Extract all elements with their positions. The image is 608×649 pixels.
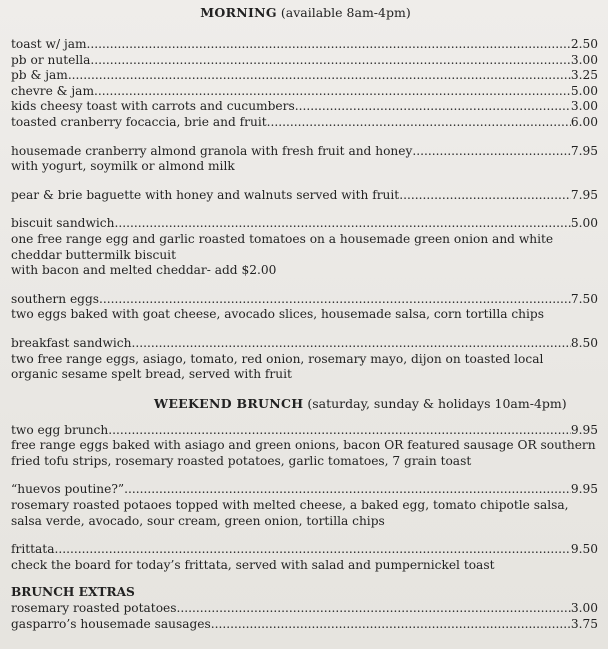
southern-eggs-item [11,292,600,323]
item-name: chevre & jam [11,83,95,98]
item-description: two eggs baked with goat cheese, avocado slices, housemade salsa, corn tortilla chips [11,307,544,322]
item-description: check the board for today’s frittata, served with salad and pumpernickel toast [11,557,495,572]
item-name: toast w/ jam [11,37,87,51]
item-name: “huevos poutine?” [11,482,125,497]
leader-dots [94,84,571,100]
leader-dots [211,617,571,633]
item-description: fried tofu strips, rosemary roasted potatoes, garlic tomatoes, 7 grain toast [11,453,472,468]
item-description: cheddar buttermilk biscuit [11,247,176,262]
menu-item [11,601,600,617]
breakfast-sandwich-item [11,336,600,383]
item-price: 3.75 [570,616,598,631]
morning-simple-items [11,37,600,131]
item-price: 3.00 [570,99,598,114]
item-price: 8.50 [570,335,598,350]
granola-item [11,144,600,175]
item-name: rosemary roasted potatoes [11,601,177,616]
weekend-hours: (saturday, sunday & holidays 10am-4pm) [307,395,567,411]
item-price: 3.00 [570,52,598,67]
menu-item [11,68,600,84]
item-description: organic sesame spelt bread, served with fruit [11,367,292,382]
item-name: housemade cranberry almond granola with fresh fruit and honey [11,143,413,158]
morning-title: MORNING [200,5,277,20]
menu-item [11,542,600,558]
menu-item [11,188,600,204]
item-price: 5.00 [570,216,598,231]
item-name: pb or nutella [11,52,91,67]
item-description: rosemary roasted potaoes topped with melted cheese, a baked egg, tomato chipotle salsa, [11,498,569,513]
item-price: 7.95 [570,143,598,158]
item-price: 9.50 [570,542,598,557]
item-price: 7.95 [570,187,598,202]
item-description: with bacon and melted cheddar- add $2.00 [11,263,277,278]
frittata-item [11,542,600,573]
weekend-heading [11,395,600,413]
item-name: pb & jam [11,68,68,83]
item-name: pear & brie baguette with honey and walnuts served with fruit [11,187,400,202]
menu-item [11,617,600,633]
item-price: 2.50 [570,37,598,51]
huevos-poutine-item [11,482,600,529]
menu-item [11,216,600,232]
item-name: breakfast sandwich [11,335,132,350]
leader-dots [267,115,571,131]
morning-heading [11,4,600,22]
leader-dots [412,144,570,160]
leader-dots [90,53,570,69]
leader-dots [124,482,571,498]
leader-dots [99,292,571,308]
brunch-extras-title: BRUNCH EXTRAS [11,585,135,600]
leader-dots [295,99,571,115]
menu-item [11,53,600,69]
menu-item [11,482,600,498]
item-price: 9.95 [570,422,598,437]
leader-dots [399,188,571,204]
item-description: two free range eggs, asiago, tomato, red onion, rosemary mayo, dijon on toasted local [11,351,544,366]
menu-item [11,292,600,308]
item-price: 3.25 [570,68,598,83]
item-price: 6.00 [570,114,598,129]
leader-dots [114,216,570,232]
menu-item [11,115,600,131]
biscuit-item [11,216,600,278]
leader-dots [131,336,570,352]
leader-dots [68,68,571,84]
weekend-title: WEEKEND BRUNCH [154,395,304,411]
item-price: 9.95 [570,482,598,497]
two-egg-brunch-item [11,423,600,470]
item-name: southern eggs [11,291,100,306]
leader-dots [54,542,570,558]
item-price: 3.00 [570,601,598,616]
morning-hours: (available 8am-4pm) [280,5,411,20]
item-price: 5.00 [570,83,598,98]
item-name: toasted cranberry focaccia, brie and fruit [11,114,267,129]
item-description: with yogurt, soymilk or almond milk [11,159,235,174]
item-name: two egg brunch [11,422,109,437]
leader-dots [87,37,571,53]
item-description: one free range egg and garlic roasted tomatoes on a housemade green onion and white [11,231,554,246]
brunch-extras-list [11,601,600,632]
leader-dots [108,423,571,439]
menu-item [11,144,600,160]
item-name: gasparro’s housemade sausages [11,616,211,631]
item-description: free range eggs baked with asiago and green onions, bacon OR featured sausage OR southern [11,438,596,453]
menu-item [11,37,600,53]
menu-item [11,336,600,352]
item-description: salsa verde, avocado, sour cream, green onion, tortilla chips [11,513,385,528]
baguette-item [11,188,600,204]
menu-item [11,84,600,100]
item-price: 7.50 [570,291,598,306]
item-name: frittata [11,542,55,557]
leader-dots [177,601,571,617]
menu-item [11,423,600,439]
item-name: kids cheesy toast with carrots and cucumbers [11,99,295,114]
menu-item [11,99,600,115]
item-name: biscuit sandwich [11,216,115,231]
